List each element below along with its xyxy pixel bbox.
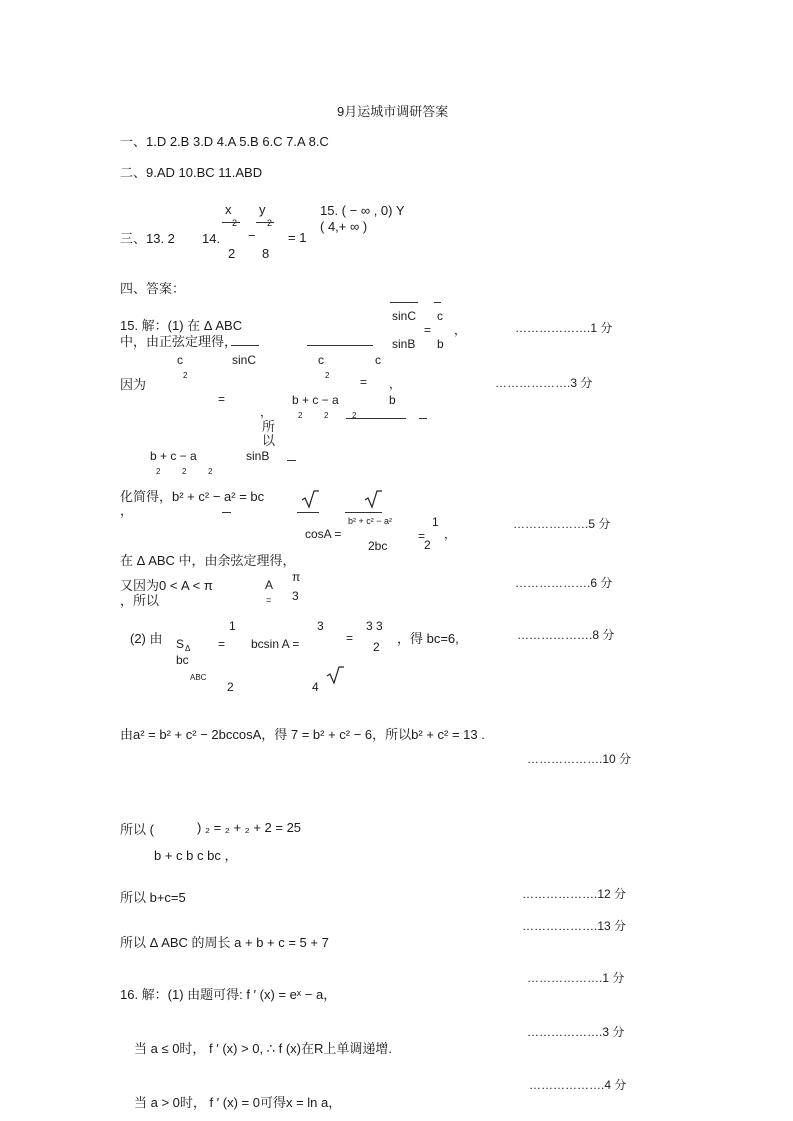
p15-A-eq: = (266, 595, 272, 605)
sqrt-icon (364, 490, 382, 508)
p15-rule-f (419, 418, 427, 419)
p15-suoyi3: 所以 ( (120, 822, 154, 837)
p15-rhs-den: 2 (373, 640, 380, 654)
q14-y: y (259, 202, 266, 217)
p15-bc5: 所以 b+c=5 (120, 890, 186, 905)
p15-bc: bc (176, 653, 189, 667)
p15-youyin: 又因为0 < A < π (120, 578, 213, 593)
p15-score-12: ……………….12 分 (522, 887, 627, 901)
p15-eq-3: = (218, 392, 226, 406)
p15-c-c: c (375, 353, 381, 367)
q14-denominator-1: 2 (228, 246, 236, 261)
p15-three: 3 (292, 589, 299, 603)
p15-sinB-2: sinB (246, 449, 270, 463)
p15-suoyi3-c: b + c b c bc ， (154, 848, 238, 863)
p15-bc-expr: b + c − a (292, 393, 339, 407)
p15-intro: 15. 解：(1) 在 Δ ABC (120, 318, 243, 333)
p15-rule-j (345, 512, 382, 513)
p15-cos-comma: ， (444, 527, 457, 541)
q14-denominator-2: 8 (262, 246, 270, 261)
p15-rule-c (390, 302, 418, 303)
p15-suoyi-b: 以 (262, 433, 276, 448)
page-title: 9月运城市调研答案 (337, 104, 449, 119)
p15-frac3-den: 4 (312, 680, 319, 694)
p15-score-6: ……………….6 分 (515, 576, 613, 590)
p15-yuxian: 在 Δ ABC 中，由余弦定理得， (120, 553, 296, 568)
p15-suoyi2: ，所以 (120, 593, 160, 608)
p15-half-den: 2 (424, 538, 431, 552)
p15-rule-i (297, 512, 319, 513)
q14-fraction-line-1 (222, 222, 240, 223)
p15-rule-g (287, 460, 296, 461)
p15-bc-expr-2: b + c − a (150, 449, 197, 463)
p15-suoyi: 所 (262, 419, 276, 434)
q14-equals: = 1 (288, 230, 307, 245)
sqrt-icon (326, 666, 344, 684)
p15-comma-2: ， (389, 377, 402, 391)
p15-de-bc: ，得 bc=6, (397, 631, 459, 646)
q14-x: x (225, 202, 232, 217)
p15-eq: = (424, 323, 432, 337)
p15-rule-b (307, 345, 373, 346)
q14-y-exp: 2 (267, 218, 273, 228)
p15-suoyi-comma: ， (260, 405, 273, 419)
p15-abc-sub: ABC (190, 673, 207, 682)
p15-frac3-num: 3 (317, 619, 324, 633)
q15-answer-line2: ( 4,+ ∞ ) (320, 219, 368, 234)
q15-answer-line1: 15. ( − ∞ , 0) Y (320, 203, 405, 218)
p15-exp-d: 2 (324, 411, 329, 420)
p15-exp-g: 2 (182, 467, 187, 476)
p15-sinC: sinC (392, 309, 417, 323)
q14-label: 14. (202, 231, 221, 246)
p15-A: A (265, 578, 274, 592)
part2-answers: 二、9.AD 10.BC 11.ABD (120, 165, 263, 180)
q14-fraction-line-2 (256, 222, 274, 223)
sqrt-icon (301, 490, 319, 508)
p15-cos-eq: = (418, 529, 426, 543)
p15-exp-a: 2 (183, 371, 188, 380)
p15-pi: π (292, 570, 301, 584)
p15-delta: Δ (185, 644, 191, 653)
p16-line1: 16. 解：(1) 由题可得: f ′ (x) = eˣ − a， (120, 987, 337, 1002)
p15-score-1: ……………….1 分 (515, 321, 613, 335)
p16-line3: 当 a > 0时， f ′ (x) = 0可得x = ln a， (134, 1095, 342, 1110)
p15-c-a: c (177, 353, 183, 367)
p15-score-8: ……………….8 分 (517, 628, 615, 642)
p15-exp-e: 2 (352, 411, 357, 420)
p15-half-num: 1 (432, 515, 439, 529)
p15-cos-den: 2bc (368, 539, 388, 553)
p15-intro2: 中，由正弦定理得， (120, 334, 238, 349)
p15-cos-num: b² + c² − a² (348, 516, 393, 526)
p16-score-1: ……………….1 分 (527, 971, 625, 985)
p15-zhouchang: 所以 Δ ABC 的周长 a + b + c = 5 + 7 (120, 935, 329, 950)
p15-yinwei: 因为 (120, 377, 147, 392)
p15-score-10: ……………….10 分 (527, 752, 632, 766)
p15-c-b: c (318, 353, 324, 367)
p15-S: S (176, 637, 185, 651)
p15-eq-2: = (360, 375, 368, 389)
p15-a2-line: 由a² = b² + c² − 2bccosA，得 7 = b² + c² − 6，所以b² + c² = 13 . (120, 727, 485, 742)
part4-label: 四、答案： (120, 281, 186, 296)
p15-b: b (437, 337, 444, 351)
p15-comma: ， (454, 323, 467, 337)
q14-x-exp: 2 (232, 218, 238, 228)
p15-rhs-num: 3 3 (366, 619, 383, 633)
part1-answers: 一、1.D 2.B 3.D 4.A 5.B 6.C 7.A 8.C (120, 134, 329, 149)
p15-rule-a (231, 345, 259, 346)
p15-exp-h: 2 (208, 467, 213, 476)
p15-part2-label: (2) 由 (130, 631, 163, 646)
p15-huajian-comma: ， (120, 503, 134, 518)
p15-exp-f: 2 (156, 467, 161, 476)
p15-sinB: sinB (392, 337, 416, 351)
p15-c: c (437, 309, 443, 323)
p15-b-2: b (389, 393, 396, 407)
p16-score-3: ……………….3 分 (527, 1025, 625, 1039)
p15-rule-h (222, 512, 231, 513)
p15-suoyi3-b: ) ₂ = ₂ + ₂ + 2 = 25 (197, 820, 302, 835)
p15-bcsinA: bcsin A = (251, 637, 300, 651)
p15-rule-e (346, 418, 406, 419)
p15-exp-b: 2 (325, 371, 330, 380)
p16-score-4: ……………….4 分 (529, 1078, 627, 1092)
p15-score-5: ……………….5 分 (513, 517, 611, 531)
p16-line2: 当 a ≤ 0时， f ′ (x) > 0, ∴ f (x)在R上单调递增. (134, 1041, 393, 1056)
p15-huajian: 化简得，b² + c² − a² = bc (120, 489, 265, 504)
p15-cosA: cosA = (305, 527, 342, 541)
p15-rule-d (434, 302, 441, 303)
p15-frac1-num: 1 (229, 619, 236, 633)
p15-p2-eq2: = (346, 631, 354, 645)
part3-label: 三、13. 2 (120, 231, 175, 246)
p15-frac1-den: 2 (227, 680, 234, 694)
p15-p2-eq: = (218, 637, 226, 651)
q14-minus: − (248, 228, 256, 243)
p15-exp-c: 2 (298, 411, 303, 420)
p15-score-13: ……………….13 分 (522, 919, 627, 933)
p15-sinC-2: sinC (232, 353, 257, 367)
p15-score-3: ……………….3 分 (495, 376, 593, 390)
